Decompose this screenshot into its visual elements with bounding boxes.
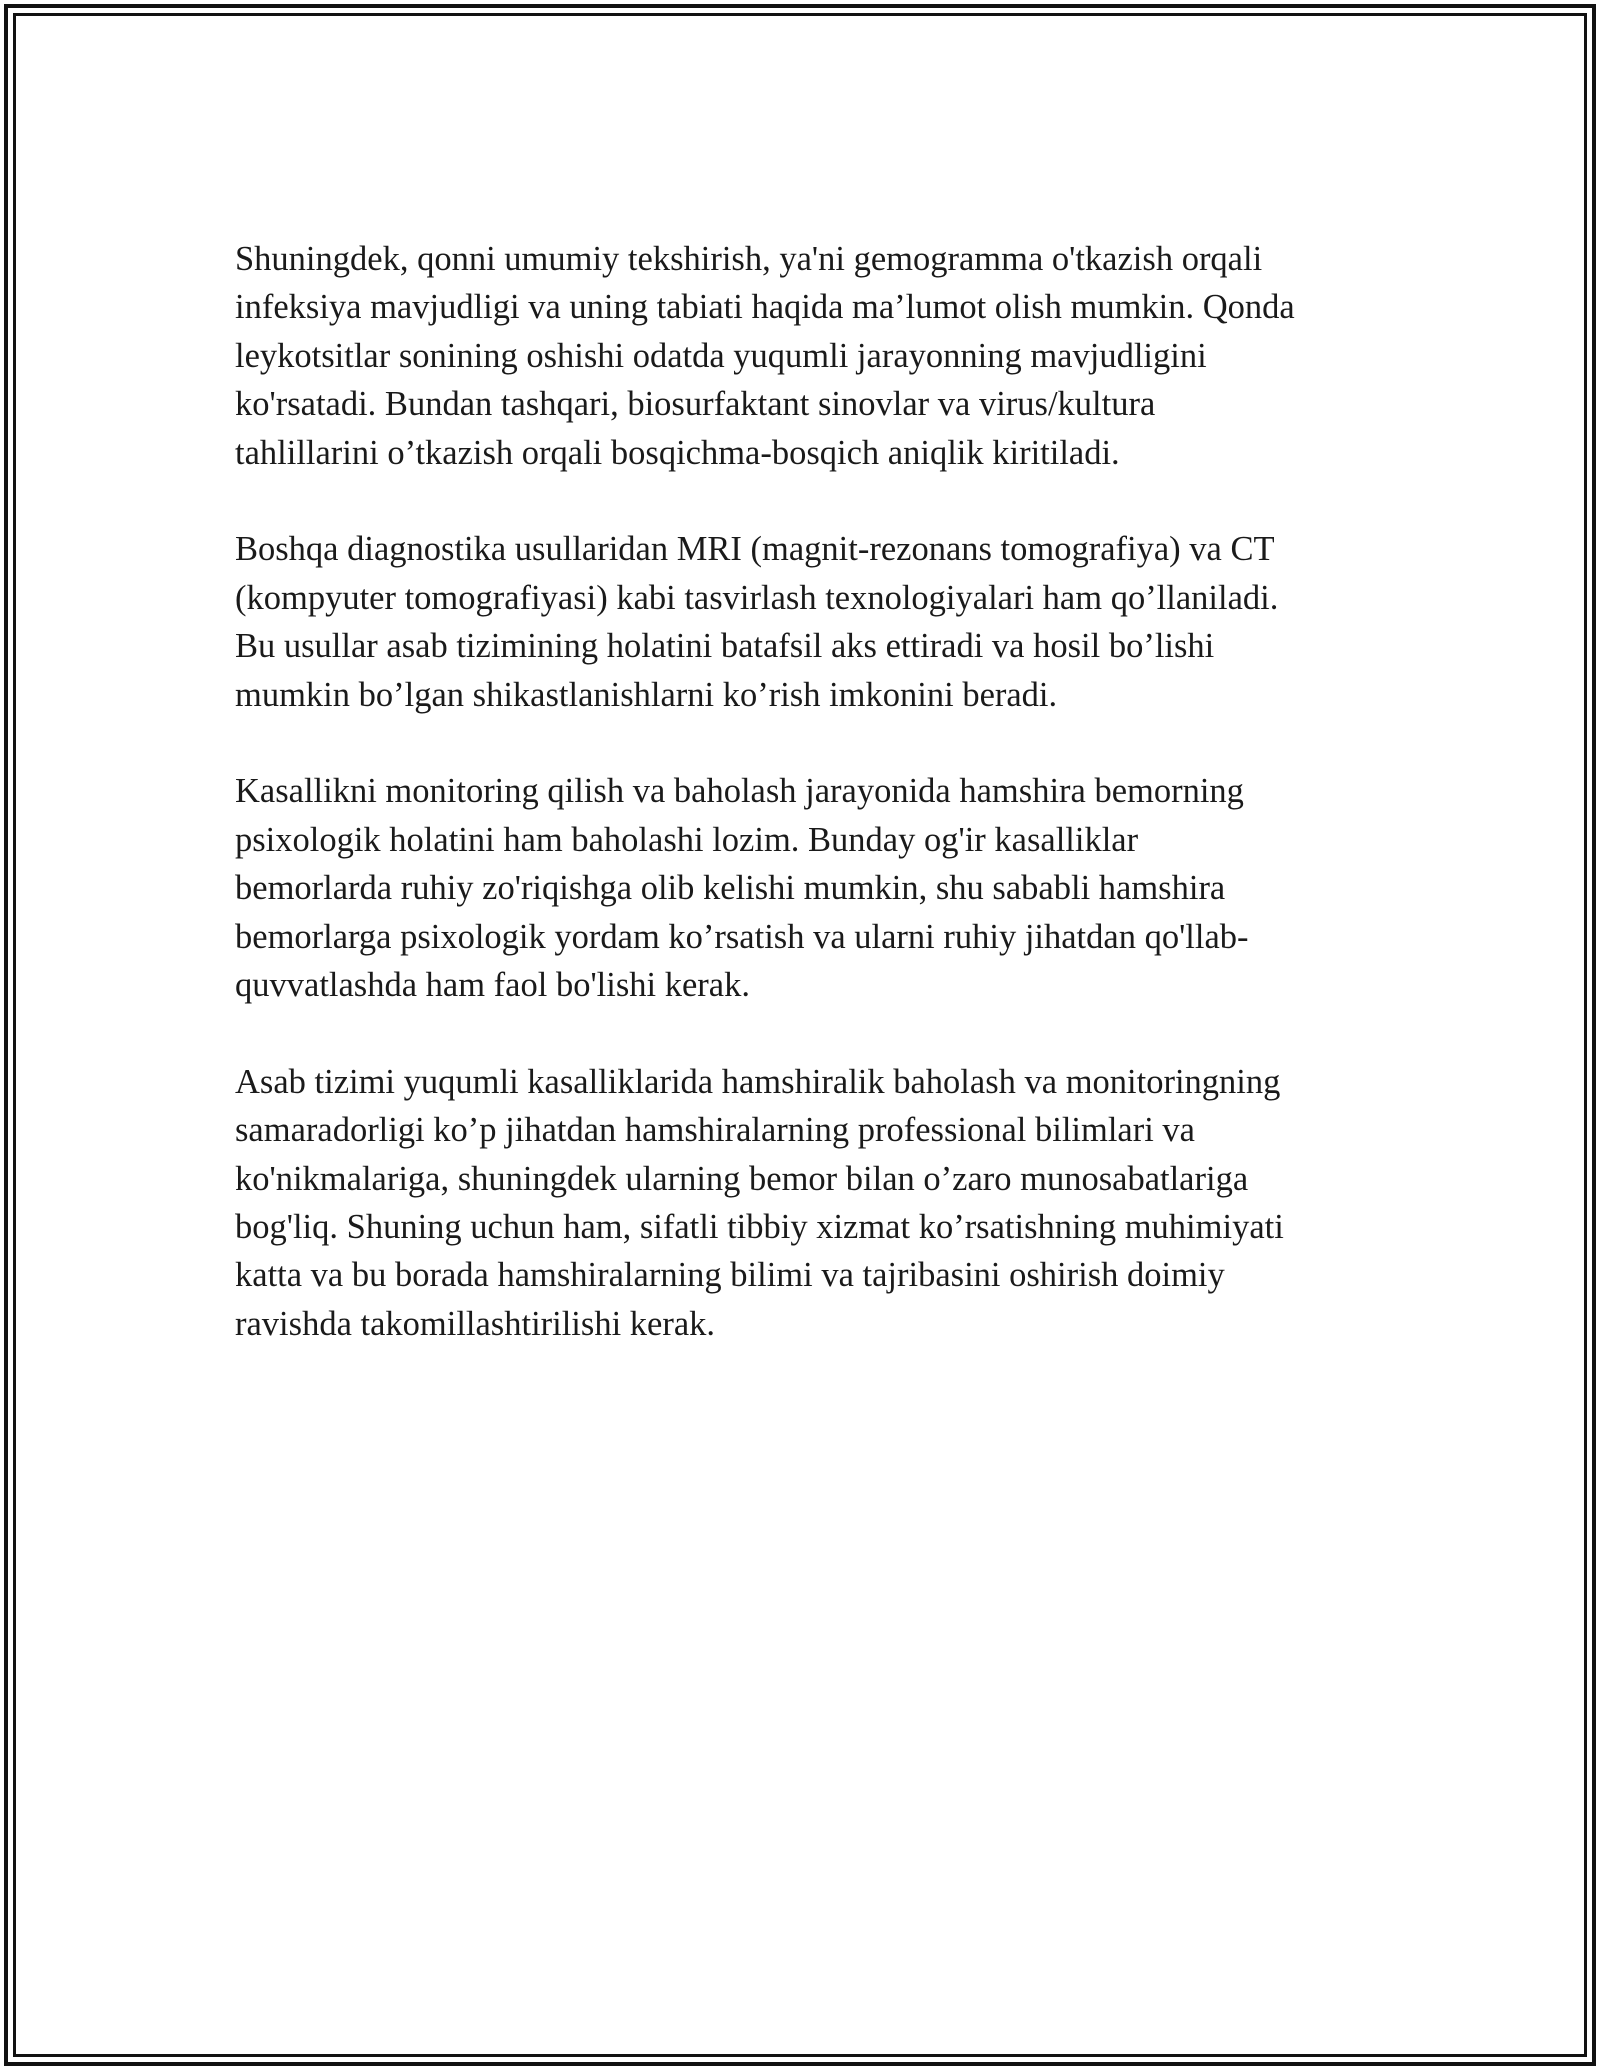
paragraph-imaging: Boshqa diagnostika usullaridan MRI (magnit-rezonans tomografiya) va CT (kompyuter tomografiyasi) kabi tasvirlash texnologiyalari ham qo’llaniladi. Bu usullar asab tizimining holatini batafsil aks ettiradi va hosil bo’lishi mumkin bo’lgan shikastlanishlarni ko’rish imkonini beradi. [235,530,1279,714]
paragraph-psychological-state: Kasallikni monitoring qilish va baholash jarayonida hamshira bemorning psixologik holatini ham baholashi lozim. Bunday og'ir kasalliklar bemorlarda ruhiy zo'riqishga olib kelishi mumkin, shu sababli hamshira bemorlarga psixologik yordam ko’rsatish va ularni ruhiy jihatdan qo'llab- quvvatlashda ham faol bo'lishi kerak. [235,772,1249,1005]
paragraph-lab-tests: Shuningdek, qonni umumiy tekshirish, ya'ni gemogramma o'tkazish orqali infeksiya mavjudligi va uning tabiati haqida ma’lumot olish mumkin. Qonda leykotsitlar sonining oshishi odatda yuqumli jarayonning mavjudligini ko'rsatadi. Bundan tashqari, biosurfaktant sinovlar va virus/kultura tahlillarini o’tkazish orqali bosqichma-bosqich aniqlik kiritiladi. [235,240,1295,472]
paragraph-effectiveness: Asab tizimi yuqumli kasalliklarida hamshiralik baholash va monitoringning samaradorligi ko’p jihatdan hamshiralarning professional bilimlari va ko'nikmalariga, shuningdek ularning bemor bilan o’zaro munosabatlariga bog'liq. Shuning uchun ham, sifatli tibbiy xizmat ko’rsatishning muhimiyati katta va bu borada hamshiralarning bilimi va tajribasini oshirish doimiy ravishda takomillashtirilishi kerak. [235,1062,1284,1343]
document-body [235,235,1395,1397]
